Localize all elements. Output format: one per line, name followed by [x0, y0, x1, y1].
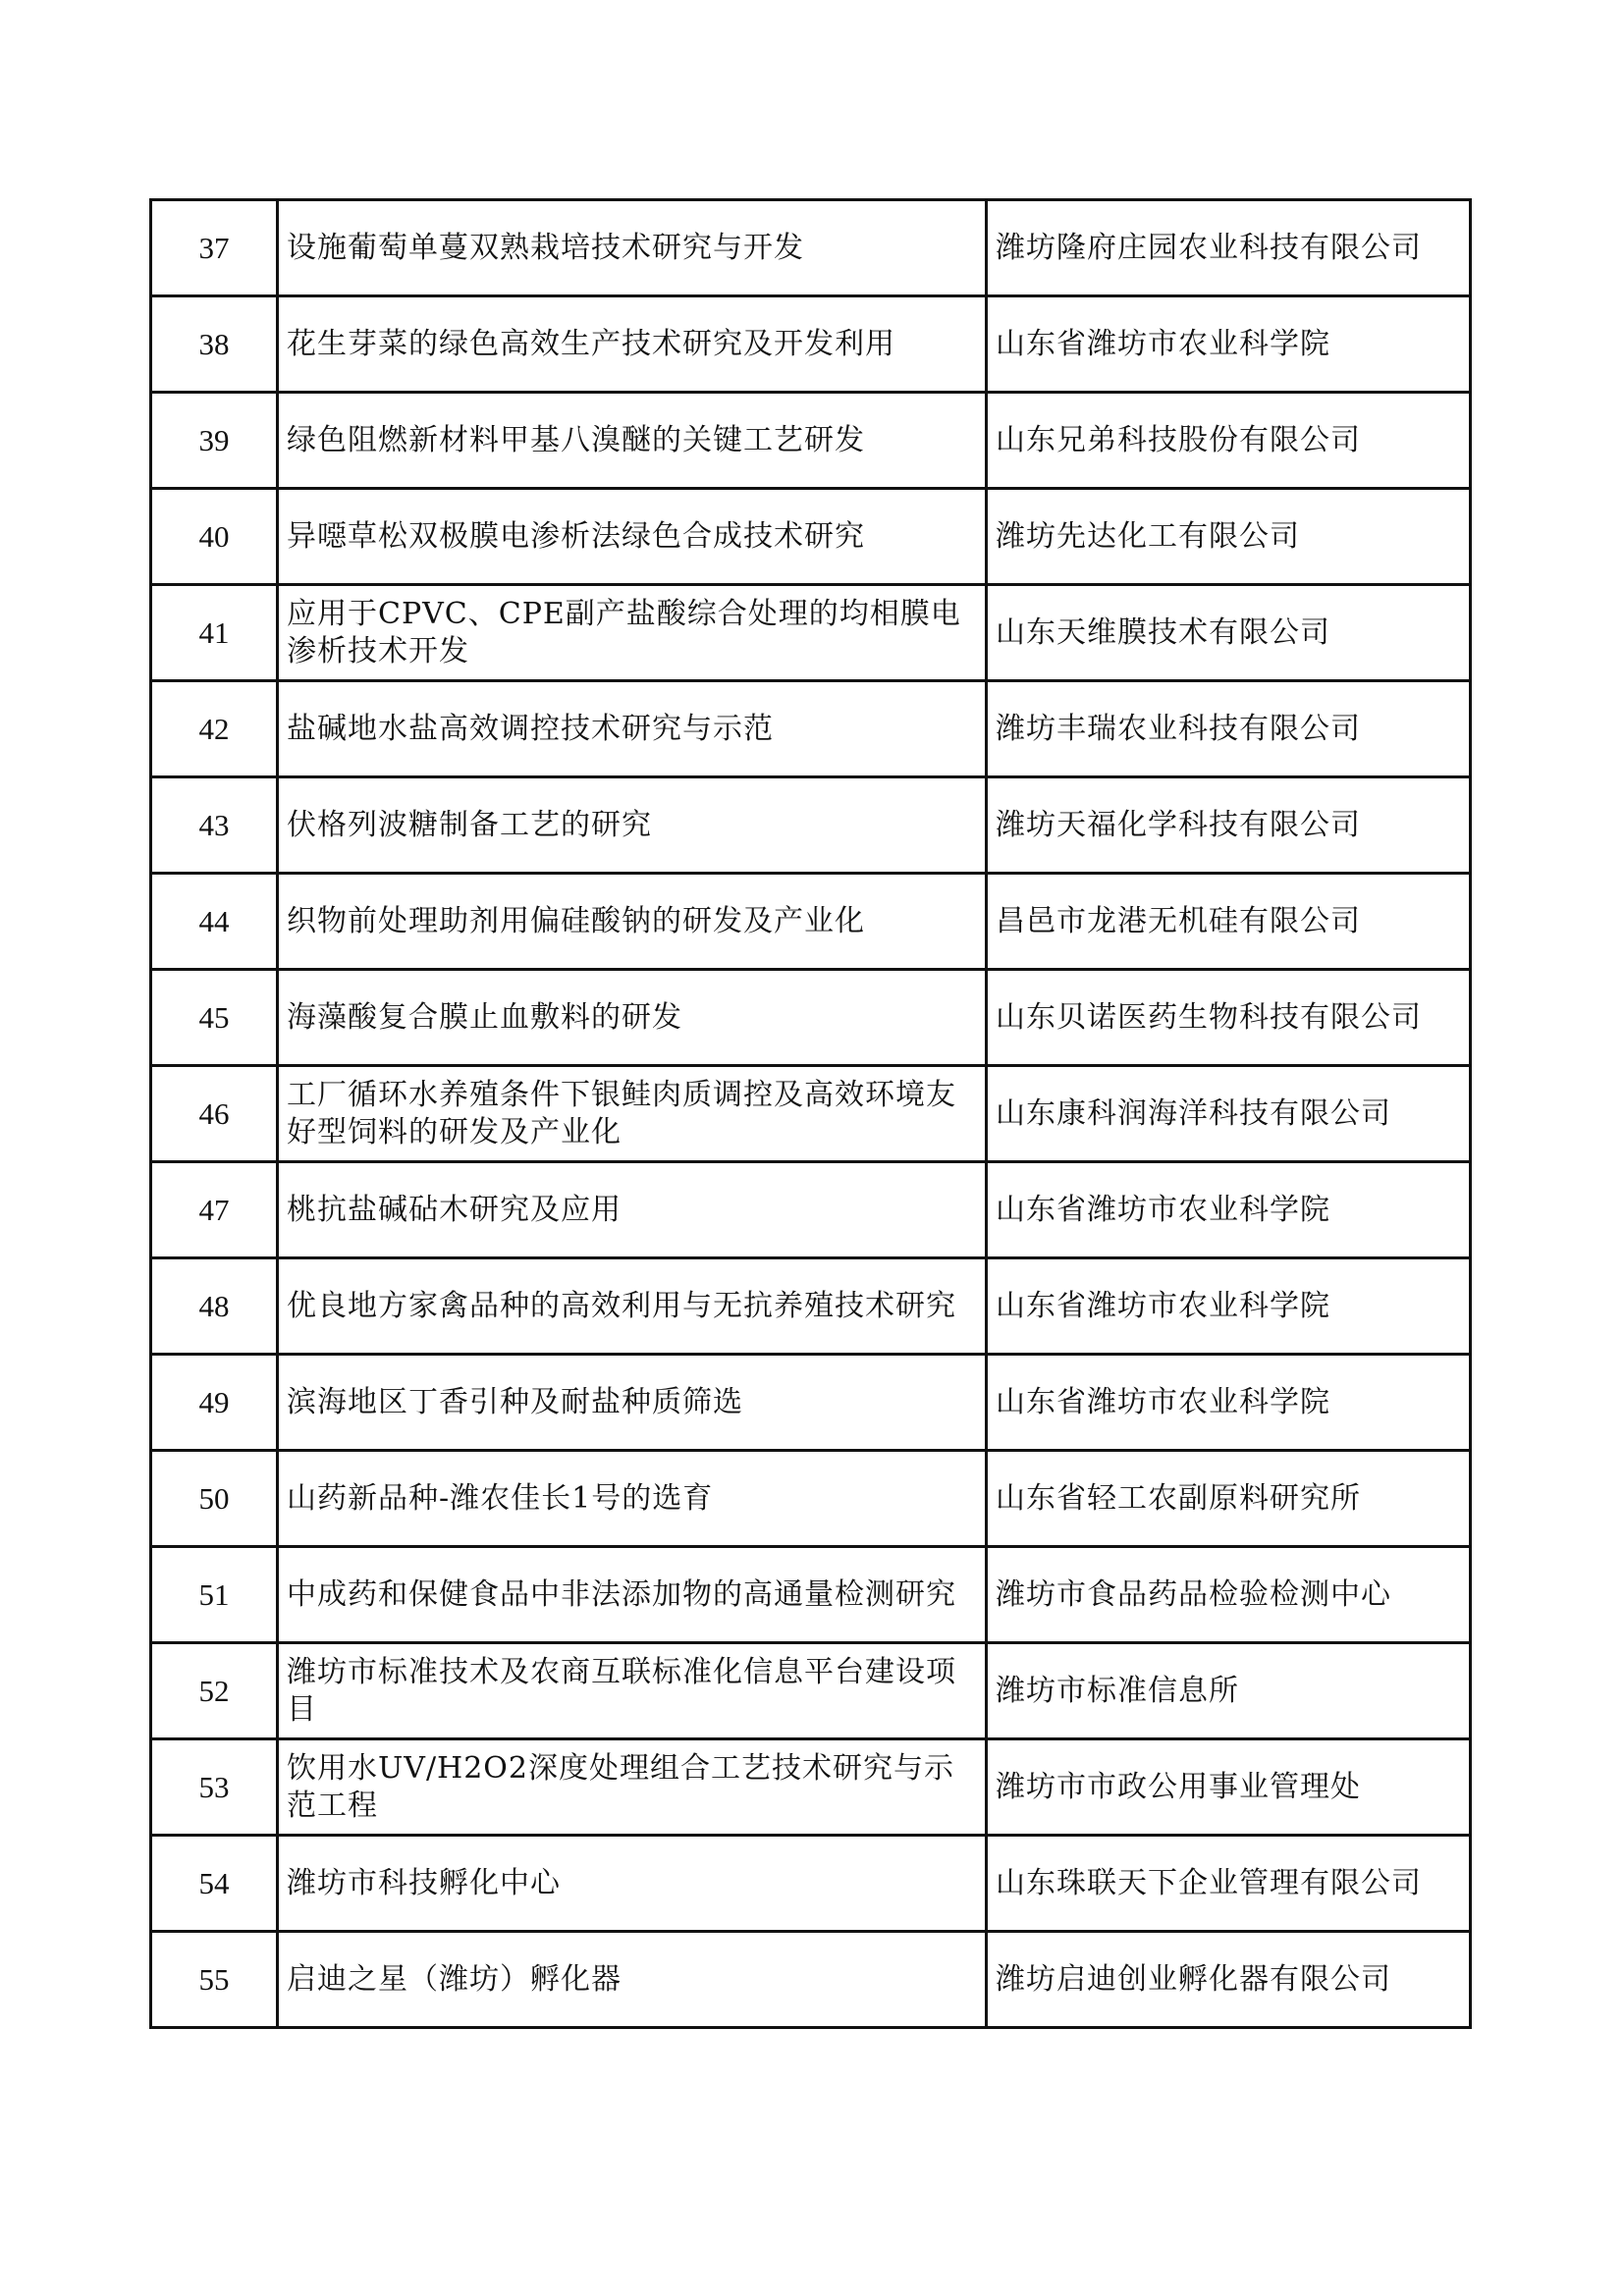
organization-name: 山东省潍坊市农业科学院: [987, 296, 1471, 393]
table-row: [151, 1932, 1471, 2028]
table-row: [151, 1162, 1471, 1258]
row-number: 44: [151, 874, 278, 970]
table-row: [151, 1547, 1471, 1643]
organization-name: 山东天维膜技术有限公司: [987, 585, 1471, 681]
project-name: 异噁草松双极膜电渗析法绿色合成技术研究: [278, 489, 987, 585]
table-row: [151, 393, 1471, 489]
row-number: 37: [151, 200, 278, 296]
table-row: [151, 1451, 1471, 1547]
table-row: [151, 296, 1471, 393]
row-number: 53: [151, 1739, 278, 1836]
project-name: 潍坊市科技孵化中心: [278, 1836, 987, 1932]
project-name: 应用于CPVC、CPE副产盐酸综合处理的均相膜电渗析技术开发: [278, 585, 987, 681]
project-name: 山药新品种-潍农佳长1号的选育: [278, 1451, 987, 1547]
table-row: [151, 1066, 1471, 1162]
table-row: [151, 777, 1471, 874]
row-number: 46: [151, 1066, 278, 1162]
organization-name: 山东省潍坊市农业科学院: [987, 1162, 1471, 1258]
project-name: 绿色阻燃新材料甲基八溴醚的关键工艺研发: [278, 393, 987, 489]
project-name: 潍坊市标准技术及农商互联标准化信息平台建设项目: [278, 1643, 987, 1739]
project-name: 盐碱地水盐高效调控技术研究与示范: [278, 681, 987, 777]
row-number: 51: [151, 1547, 278, 1643]
table-row: [151, 874, 1471, 970]
table-row: [151, 200, 1471, 296]
project-name: 海藻酸复合膜止血敷料的研发: [278, 970, 987, 1066]
row-number: 47: [151, 1162, 278, 1258]
table-row: [151, 681, 1471, 777]
organization-name: 山东省潍坊市农业科学院: [987, 1258, 1471, 1355]
row-number: 55: [151, 1932, 278, 2028]
organization-name: 山东珠联天下企业管理有限公司: [987, 1836, 1471, 1932]
table-row: [151, 1643, 1471, 1739]
row-number: 38: [151, 296, 278, 393]
organization-name: 潍坊先达化工有限公司: [987, 489, 1471, 585]
row-number: 48: [151, 1258, 278, 1355]
project-name: 织物前处理助剂用偏硅酸钠的研发及产业化: [278, 874, 987, 970]
row-number: 39: [151, 393, 278, 489]
project-name: 工厂循环水养殖条件下银鲑肉质调控及高效环境友好型饲料的研发及产业化: [278, 1066, 987, 1162]
table-row: [151, 1258, 1471, 1355]
project-name: 中成药和保健食品中非法添加物的高通量检测研究: [278, 1547, 987, 1643]
row-number: 50: [151, 1451, 278, 1547]
table-row: [151, 585, 1471, 681]
project-table: [149, 198, 1472, 2029]
organization-name: 山东贝诺医药生物科技有限公司: [987, 970, 1471, 1066]
organization-name: 潍坊市标准信息所: [987, 1643, 1471, 1739]
project-name: 花生芽菜的绿色高效生产技术研究及开发利用: [278, 296, 987, 393]
organization-name: 昌邑市龙港无机硅有限公司: [987, 874, 1471, 970]
row-number: 45: [151, 970, 278, 1066]
project-table-container: [149, 198, 1469, 2029]
project-name: 滨海地区丁香引种及耐盐种质筛选: [278, 1355, 987, 1451]
project-name: 饮用水UV/H2O2深度处理组合工艺技术研究与示范工程: [278, 1739, 987, 1836]
organization-name: 潍坊市食品药品检验检测中心: [987, 1547, 1471, 1643]
organization-name: 潍坊市市政公用事业管理处: [987, 1739, 1471, 1836]
row-number: 42: [151, 681, 278, 777]
row-number: 43: [151, 777, 278, 874]
organization-name: 山东兄弟科技股份有限公司: [987, 393, 1471, 489]
organization-name: 潍坊天福化学科技有限公司: [987, 777, 1471, 874]
project-name: 优良地方家禽品种的高效利用与无抗养殖技术研究: [278, 1258, 987, 1355]
row-number: 40: [151, 489, 278, 585]
row-number: 41: [151, 585, 278, 681]
table-row: [151, 1836, 1471, 1932]
project-name: 桃抗盐碱砧木研究及应用: [278, 1162, 987, 1258]
project-name: 伏格列波糖制备工艺的研究: [278, 777, 987, 874]
project-name: 设施葡萄单蔓双熟栽培技术研究与开发: [278, 200, 987, 296]
row-number: 52: [151, 1643, 278, 1739]
table-row: [151, 489, 1471, 585]
organization-name: 山东康科润海洋科技有限公司: [987, 1066, 1471, 1162]
organization-name: 潍坊启迪创业孵化器有限公司: [987, 1932, 1471, 2028]
table-row: [151, 1739, 1471, 1836]
row-number: 54: [151, 1836, 278, 1932]
project-name: 启迪之星（潍坊）孵化器: [278, 1932, 987, 2028]
table-row: [151, 1355, 1471, 1451]
organization-name: 潍坊隆府庄园农业科技有限公司: [987, 200, 1471, 296]
table-row: [151, 970, 1471, 1066]
organization-name: 潍坊丰瑞农业科技有限公司: [987, 681, 1471, 777]
organization-name: 山东省潍坊市农业科学院: [987, 1355, 1471, 1451]
organization-name: 山东省轻工农副原料研究所: [987, 1451, 1471, 1547]
row-number: 49: [151, 1355, 278, 1451]
